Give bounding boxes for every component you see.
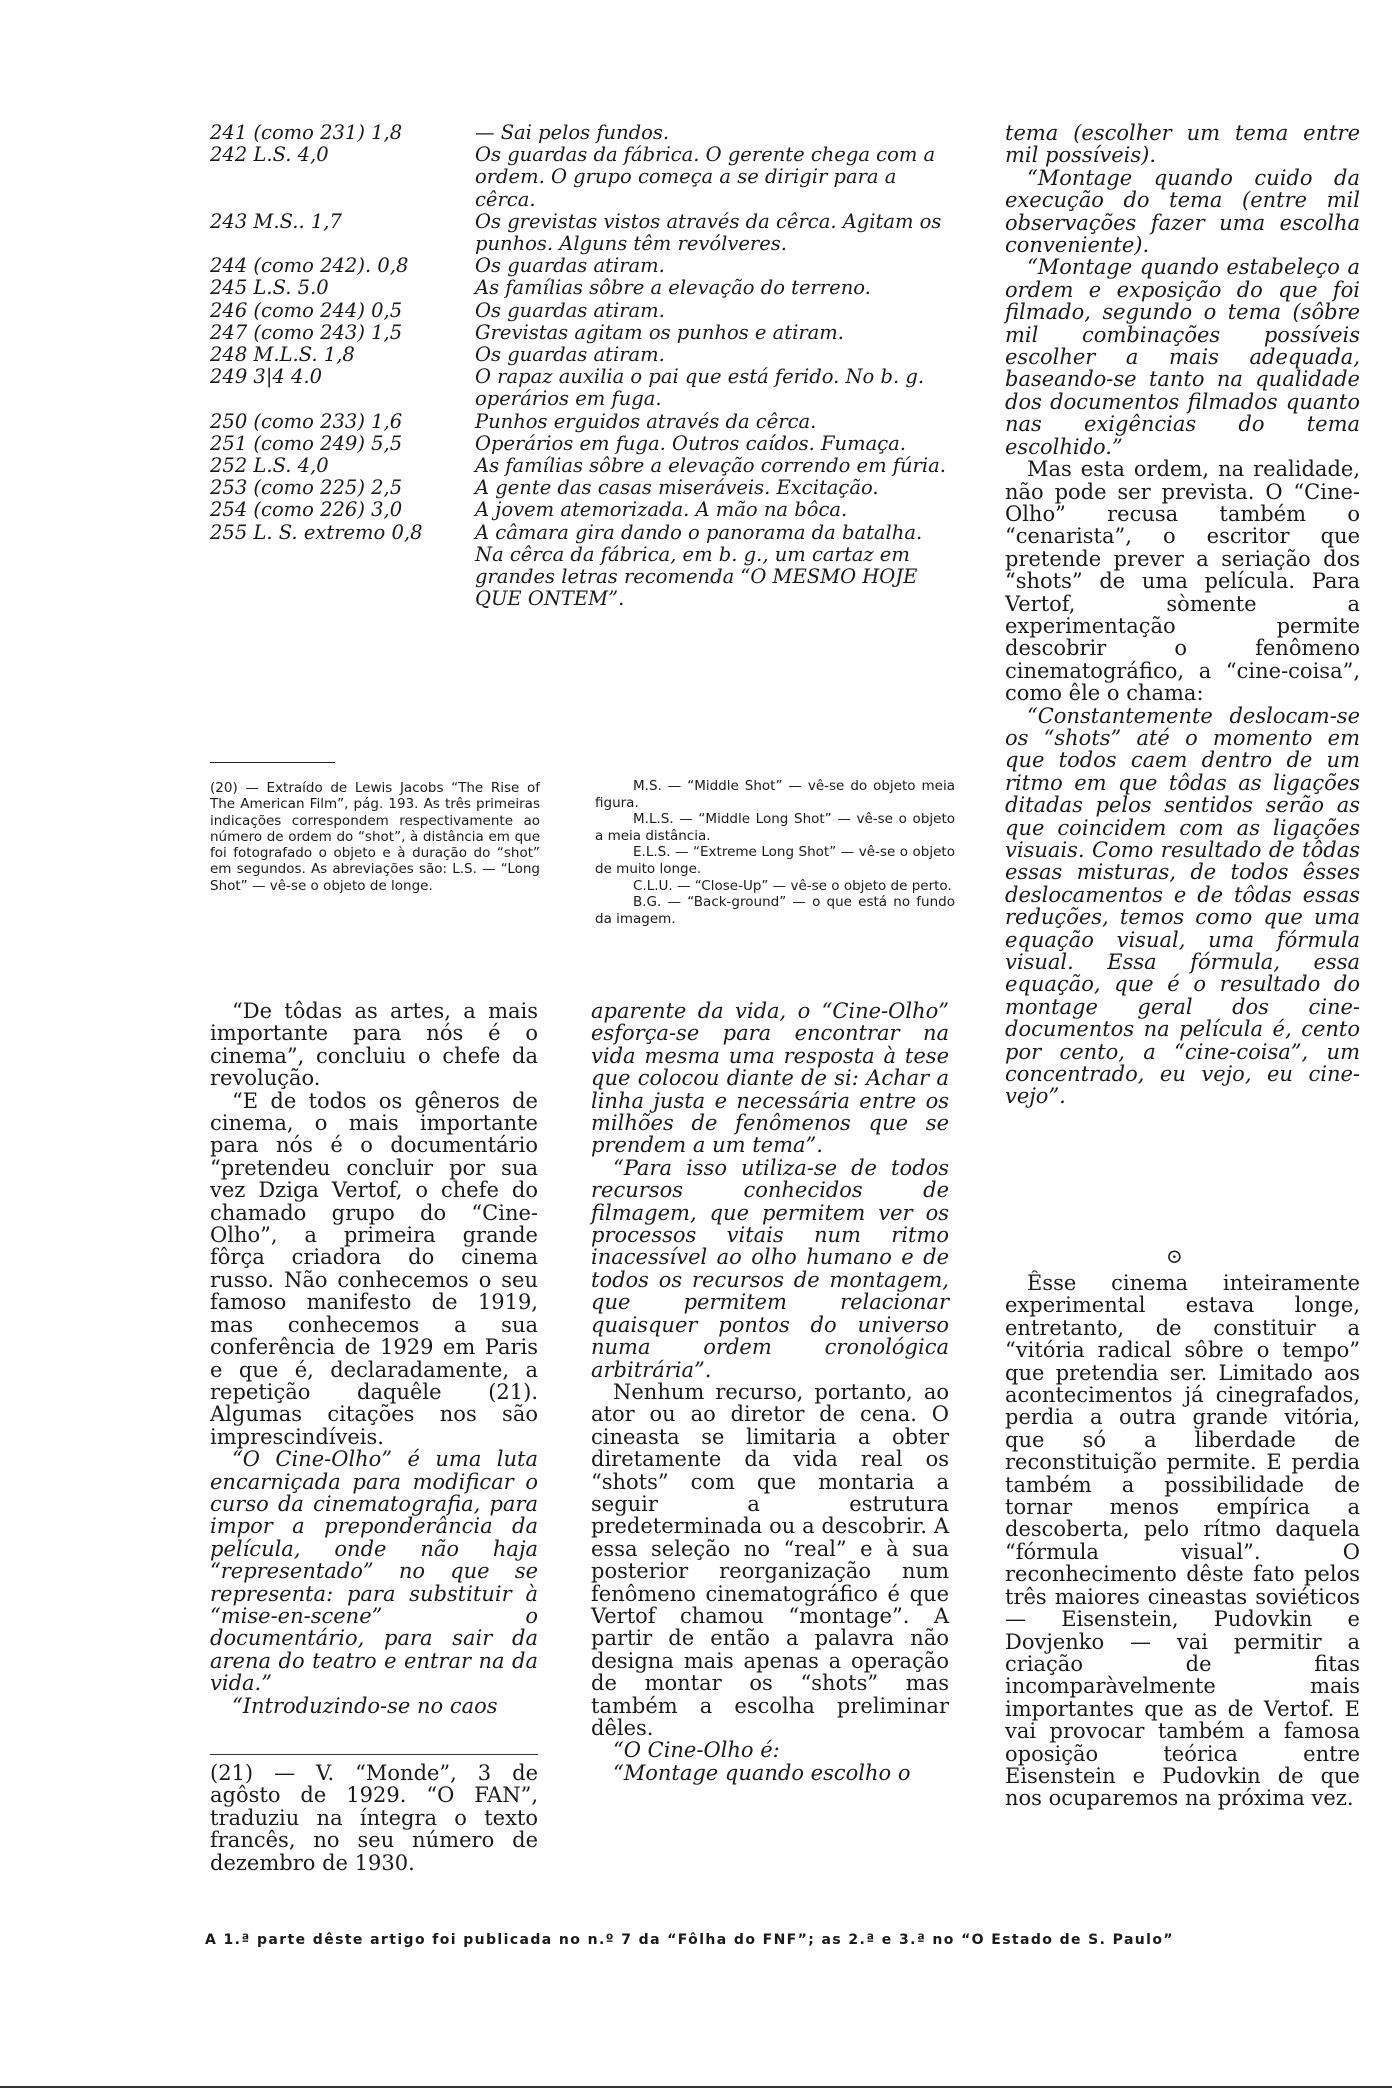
- shot-reference: 255 L. S. extremo 0,8: [210, 520, 423, 544]
- abbreviation-item: E.L.S. — “Extreme Long Shot” — vê-se o objeto de muito longe.: [595, 844, 955, 877]
- column-1: [210, 1000, 538, 1717]
- shot-description: O rapaz auxilia o pai que está ferido. No b. g. operários em fuga.: [475, 365, 925, 411]
- shot-row: [210, 255, 950, 277]
- shot-reference: 249 3|4 4.0: [210, 365, 323, 389]
- shot-description: Grevistas agitam os punhos e atiram.: [475, 320, 844, 344]
- paragraph: aparente da vida, o “Cine-Olho” esforça-se para encontrar na vida mesma uma resposta à tese que colocou diante de si: Achar a linha justa e necessária entre os milhões de fenômenos que se prendem a um tema”.: [591, 999, 949, 1158]
- footnote-20: (20) — Extraído de Lewis Jacobs “The Rise of The American Film”, pág. 193. As três primeiras indicações correspondem respectivamente ao número de ordem do “shot”, à distância em que foi fotografado o objeto e à duração do “shot” em segundos. As abreviações são: L.S. — “Long Shot” — vê-se o objeto de longe.: [210, 780, 540, 894]
- paragraph: Êsse cinema inteiramente experimental estava longe, entretanto, de constituir a “vitória radical sôbre o tempo” que pretendia ser. Limitado aos acontecimentos já cinegrafados, perdia a outra grande vitória, que só a liberdade de reconstituição permite. E perdia também a possibilidade de tornar menos empírica a descoberta, pelo rítmo daquela “fórmula visual”. O reconhecimento dêste fato pelos três maiores cineastas soviéticos — Eisenstein, Pudovkin e Dovjenko — vai permitir a criação de fitas incomparàvelmente mais importantes que as de Vertof. E vai provocar também a famosa oposição teórica entre Eisenstein e Pudovkin de que nos ocuparemos na próxima vez.: [1005, 1271, 1360, 1811]
- abbreviation-list: [595, 778, 955, 927]
- shot-description: As famílias sôbre a elevação correndo em fúria.: [475, 454, 946, 478]
- shot-reference: 241 (como 231) 1,8: [210, 121, 403, 144]
- paragraph: “O Cine-Olho” é uma luta encarniçada para modificar o curso da cinematografia, para impor a preponderância da película, onde não haja “representado” no que se representa: para substituir à “mise-en-scene” o documentário, para sair da arena do teatro e entrar na da vida.”: [210, 1447, 538, 1696]
- shot-row: [210, 366, 950, 410]
- shot-reference: 244 (como 242). 0,8: [210, 254, 409, 278]
- column-3-continued: [1005, 1272, 1360, 1810]
- abbreviation-item: M.S. — “Middle Shot” — vê-se do objeto meia figura.: [595, 778, 955, 811]
- shot-row: [210, 300, 950, 322]
- column-2: [591, 1000, 949, 1784]
- paragraph: Mas esta ordem, na realidade, não pode ser prevista. O “Cine-Olho” recusa também o “cenarista”, o escritor que pretende prever a seriação dos “shots” de uma película. Para Vertof, sòmente a experimentação permite descobrir o fenômeno cinematográfico, a “cine-coisa”, como êle o chama:: [1005, 457, 1360, 706]
- shot-reference: 245 L.S. 5.0: [210, 276, 329, 300]
- shot-reference: 251 (como 249) 5,5: [210, 431, 403, 455]
- shot-reference: 243 M.S.. 1,7: [210, 209, 342, 233]
- paragraph: “De tôdas as artes, a mais importante para nós é o cinema”, concluiu o chefe da revolução.: [210, 999, 538, 1091]
- shot-reference: 254 (como 226) 3,0: [210, 498, 403, 522]
- column-3: [1005, 122, 1360, 1108]
- shot-reference: 247 (como 243) 1,5: [210, 320, 403, 344]
- shot-row: [210, 322, 950, 344]
- paragraph: “Para isso utiliza-se de todos recursos conhecidos de filmagem, que permitem ver os processos vitais num ritmo inacessível ao olho humano e de todos os recursos de montagem, que permitem relacionar quaisquer pontos do universo numa ordem cronológica arbitrária”.: [591, 1155, 949, 1382]
- shot-list: [210, 122, 950, 610]
- shot-row: [210, 477, 950, 499]
- shot-row: [210, 411, 950, 433]
- paragraph: Nenhum recurso, portanto, ao ator ou ao diretor de cena. O cineasta se limitaria a obter diretamente da vida real os “shots” com que montaria a seguir a estrutura predeterminada ou a descobrir. A essa seleção no “real” e à sua posterior reorganização num fenômeno cinematográfico é que Vertof chamou “montage”. A partir de então a palavra não designa mais apenas a operação de montar os “shots” mas também a escolha preliminar dêles.: [591, 1379, 949, 1740]
- footnote-rule: [210, 762, 335, 763]
- shot-row: [210, 499, 950, 521]
- paragraph: “Montage quando cuido da execução do tema (entre mil observações fazer uma escolha conveniente).: [1005, 165, 1360, 258]
- shot-reference: 250 (como 233) 1,6: [210, 409, 403, 433]
- shot-description: A câmara gira dando o panorama da batalha. Na cêrca da fábrica, em b. g., um cartaz em grandes letras recomenda “O MESMO HOJE QUE ONTEM”.: [475, 520, 923, 611]
- abbreviation-item: B.G. — “Back-ground” — o que está no fundo da imagem.: [595, 894, 955, 927]
- paragraph: “Montage quando escolho o: [613, 1760, 911, 1785]
- shot-description: Punhos erguidos através da cêrca.: [475, 409, 817, 433]
- abbreviation-item: C.L.U. — “Close-Up” — vê-se o objeto de perto.: [633, 877, 952, 894]
- shot-description: A gente das casas miseráveis. Excitação.: [475, 476, 879, 500]
- shot-description: As famílias sôbre a elevação do terreno.: [475, 276, 871, 300]
- shot-row: [210, 455, 950, 477]
- section-ornament: ⊙: [1166, 1244, 1183, 1268]
- shot-reference: 246 (como 244) 0,5: [210, 298, 403, 322]
- shot-reference: 242 L.S. 4,0: [210, 143, 329, 167]
- footnote-21: (21) — V. “Monde”, 3 de agôsto de 1929. “O FAN”, traduziu na íntegra o texto francês, no seu número de dezembro de 1930.: [210, 1761, 538, 1875]
- abbreviation-item: M.L.S. — “Middle Long Shot” — vê-se o objeto a meia distância.: [595, 811, 955, 844]
- shot-description: Operários em fuga. Outros caídos. Fumaça.: [475, 431, 906, 455]
- shot-description: Os guardas atiram.: [475, 254, 665, 278]
- paragraph: “Constantemente deslocam-se os “shots” até o momento em que todos caem dentro de um ritmo em que tôdas as ligações ditadas pelos sentidos serão as que coincidem com as ligações visuais. Como resultado de tôdas essas misturas, de todos êsses deslocamentos e de tôdas essas reduções, temos como que uma equação visual, uma fórmula visual. Essa fórmula, essa equação, que é o resultado do montage geral dos cine-documentos na película é, cento por cento, a “cine-coisa”, um concentrado, eu vejo, eu cine-vejo”.: [1005, 703, 1360, 1109]
- shot-row: [210, 211, 950, 255]
- paragraph: “O Cine-Olho é:: [613, 1738, 780, 1763]
- shot-row: [210, 433, 950, 455]
- paragraph: “Introduzindo-se no caos: [232, 1693, 498, 1718]
- shot-row: [210, 344, 950, 366]
- page-bottom-rule: [0, 2086, 1392, 2088]
- paragraph: tema (escolher um tema entre mil possíveis).: [1005, 121, 1360, 168]
- footer-note: A 1.ª parte dêste artigo foi publicada no n.º 7 da “Fôlha do FNF”; as 2.ª e 3.ª no “O Estado de S. Paulo”: [205, 1932, 1174, 1948]
- shot-reference: 248 M.L.S. 1,8: [210, 343, 355, 367]
- shot-description: — Sai pelos fundos.: [475, 121, 670, 144]
- shot-description: Os guardas atiram.: [475, 343, 665, 367]
- shot-row: [210, 122, 950, 144]
- shot-description: Os guardas atiram.: [475, 298, 665, 322]
- shot-row: [210, 522, 950, 611]
- shot-row: [210, 144, 950, 211]
- shot-description: Os guardas da fábrica. O gerente chega com a ordem. O grupo começa a se dirigir para a cêrca.: [475, 143, 936, 211]
- footnote-divider: [210, 1754, 538, 1755]
- shot-reference: 252 L.S. 4,0: [210, 454, 329, 478]
- paragraph: “E de todos os gêneros de cinema, o mais importante para nós é o documentário “pretendeu concluir por sua vez Dziga Vertof, o chefe do chamado grupo do “Cine-Olho”, a primeira grande fôrça criadora do cinema russo. Não conhecemos o seu famoso manifesto de 1919, mas conhecemos a sua conferência de 1929 em Paris e que é, declaradamente, a repetição daquêle (21). Algumas citações nos são imprescindíveis.: [210, 1088, 538, 1449]
- shot-row: [210, 277, 950, 299]
- shot-description: Os grevistas vistos através da cêrca. Agitam os punhos. Alguns têm revólveres.: [475, 209, 942, 256]
- shot-reference: 253 (como 225) 2,5: [210, 476, 403, 500]
- shot-description: A jovem atemorizada. A mão na bôca.: [475, 498, 848, 522]
- paragraph: “Montage quando estabeleço a ordem e exposição do que foi filmado, segundo o tema (sôbre mil combinações possíveis escolher a mais adequada, baseando-se tanto na qualidade dos documentos filmados quanto nas exigências do tema escolhido.”: [1005, 255, 1360, 459]
